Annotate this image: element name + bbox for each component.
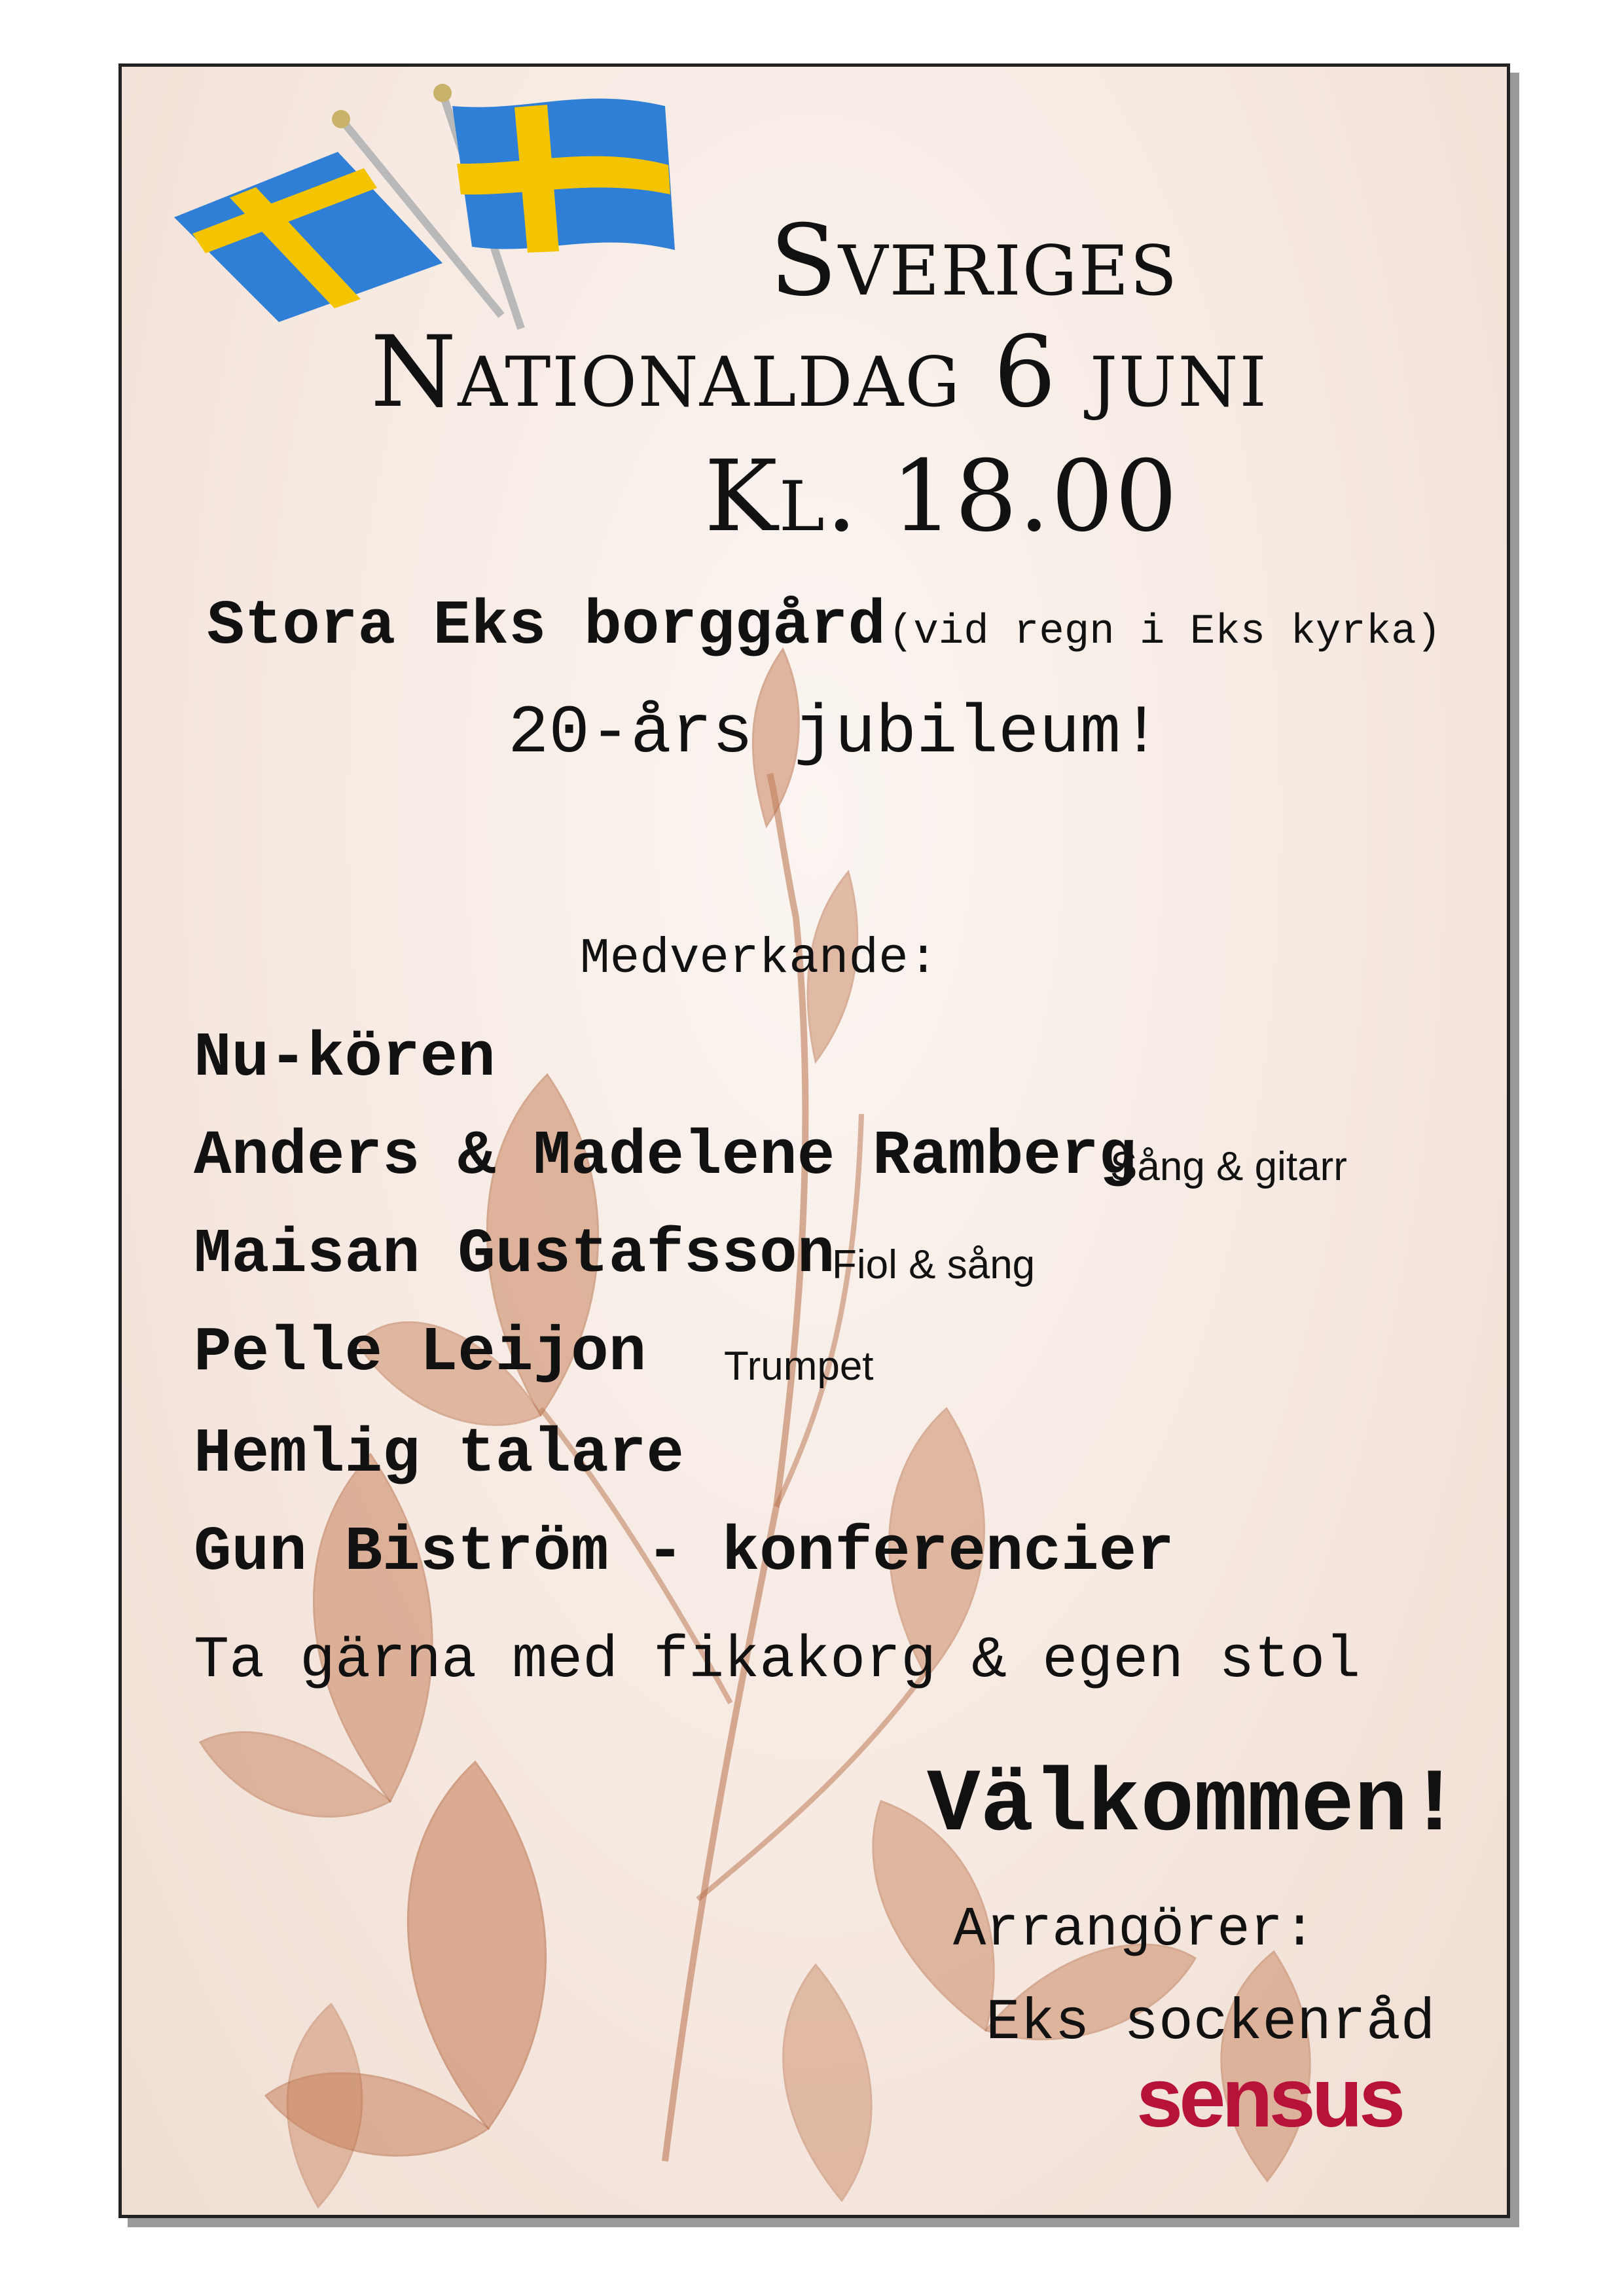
venue-place: Stora Eks borggård (207, 590, 886, 662)
sensus-logo: sensus (1136, 2051, 1402, 2145)
organizer-name: Eks sockenråd (986, 1991, 1435, 2056)
bring-note: Ta gärna med fikakorg & egen stol (194, 1628, 1361, 1695)
welcome-text: Välkommen! (927, 1755, 1462, 1856)
performer-role: Fiol & sång (832, 1242, 1036, 1287)
venue-row (207, 590, 1441, 662)
venue-rain-note: (vid regn i Eks kyrka) (888, 609, 1441, 656)
performer-name: Nu-kören (194, 1022, 496, 1094)
title-line-1: Sveriges (770, 204, 1179, 318)
performer-role: Trumpet (724, 1344, 874, 1389)
performer-name: Maisan Gustafsson (194, 1219, 835, 1290)
performer-name: Hemlig talare (194, 1418, 684, 1490)
jubilee-text: 20-års jubileum! (508, 695, 1162, 772)
performers-heading: Medverkande: (580, 931, 939, 987)
performer-name: Pelle Leijon (194, 1317, 647, 1388)
performer-role: Sång & gitarr (1110, 1144, 1347, 1189)
poster (118, 63, 1510, 2218)
performer-name: Anders & Madelene Ramberg (194, 1121, 1137, 1192)
performer-name: Gun Biström - konferencier (194, 1516, 1174, 1588)
title-line-3: Kl. 18.00 (704, 440, 1179, 554)
title-line-2: Nationaldag 6 juni (370, 315, 1268, 429)
organizers-heading: Arrangörer: (953, 1899, 1316, 1962)
